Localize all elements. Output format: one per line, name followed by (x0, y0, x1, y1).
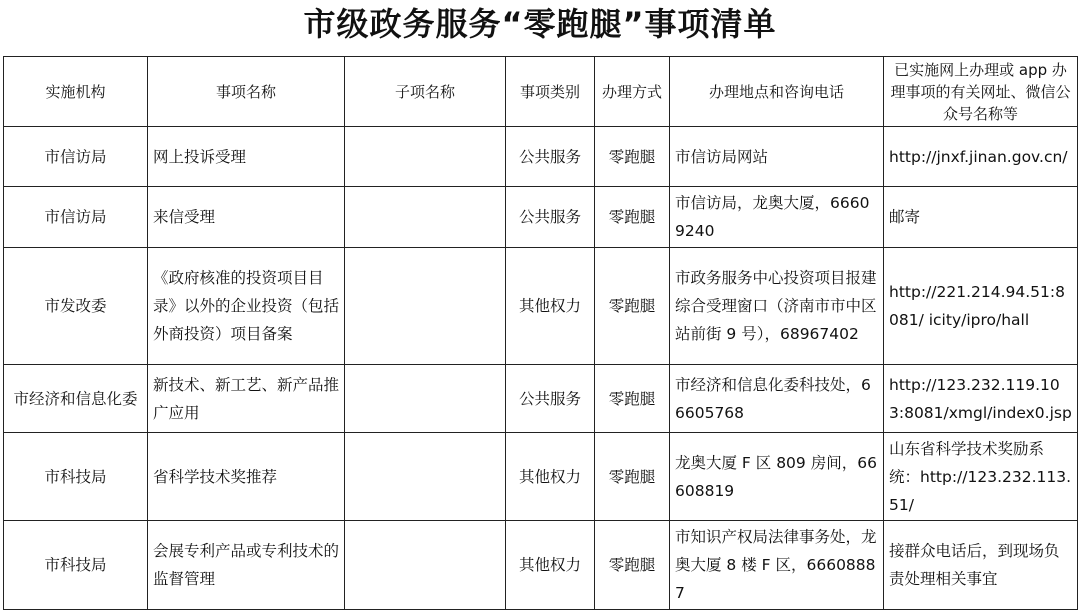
service-items-table (3, 56, 1078, 610)
table-row (4, 365, 1078, 433)
cell-agency: 市科技局 (4, 433, 148, 521)
cell-item-name: 来信受理 (148, 187, 345, 248)
header-subitem-name: 子项名称 (345, 57, 506, 127)
cell-category: 其他权力 (506, 521, 595, 610)
cell-agency: 市发改委 (4, 248, 148, 365)
cell-subitem-name (345, 187, 506, 248)
cell-location-phone: 市知识产权局法律事务处，龙奥大厦 8 楼 F 区，66608887 (670, 521, 884, 610)
cell-online-info: http://123.232.119.103:8081/xmgl/index0.jsp (884, 365, 1078, 433)
cell-location-phone: 市经济和信息化委科技处，66605768 (670, 365, 884, 433)
cell-online-info: 接群众电话后，到现场负责处理相关事宜 (884, 521, 1078, 610)
cell-agency: 市信访局 (4, 127, 148, 187)
cell-agency: 市经济和信息化委 (4, 365, 148, 433)
cell-subitem-name (345, 127, 506, 187)
cell-location-phone: 市信访局网站 (670, 127, 884, 187)
cell-item-name: 省科学技术奖推荐 (148, 433, 345, 521)
cell-subitem-name (345, 521, 506, 610)
header-method: 办理方式 (595, 57, 670, 127)
header-item-name: 事项名称 (148, 57, 345, 127)
table-header-row (4, 57, 1078, 127)
table-row (4, 433, 1078, 521)
cell-item-name: 《政府核准的投资项目目录》以外的企业投资（包括外商投资）项目备案 (148, 248, 345, 365)
table-row (4, 127, 1078, 187)
cell-online-info: 邮寄 (884, 187, 1078, 248)
cell-subitem-name (345, 365, 506, 433)
cell-category: 公共服务 (506, 365, 595, 433)
cell-method: 零跑腿 (595, 365, 670, 433)
cell-item-name: 新技术、新工艺、新产品推广应用 (148, 365, 345, 433)
cell-online-info: http://221.214.94.51:8081/ icity/ipro/hall (884, 248, 1078, 365)
cell-agency: 市科技局 (4, 521, 148, 610)
cell-location-phone: 龙奥大厦 F 区 809 房间，66608819 (670, 433, 884, 521)
cell-subitem-name (345, 248, 506, 365)
cell-category: 其他权力 (506, 248, 595, 365)
table-row (4, 187, 1078, 248)
header-agency: 实施机构 (4, 57, 148, 127)
table-row (4, 521, 1078, 610)
cell-method: 零跑腿 (595, 187, 670, 248)
header-online-info: 已实施网上办理或 app 办理事项的有关网址、微信公众号名称等 (884, 57, 1078, 127)
cell-category: 公共服务 (506, 187, 595, 248)
cell-method: 零跑腿 (595, 127, 670, 187)
cell-location-phone: 市信访局，龙奥大厦，66609240 (670, 187, 884, 248)
header-location-phone: 办理地点和咨询电话 (670, 57, 884, 127)
cell-method: 零跑腿 (595, 433, 670, 521)
cell-item-name: 网上投诉受理 (148, 127, 345, 187)
cell-agency: 市信访局 (4, 187, 148, 248)
table-row (4, 248, 1078, 365)
cell-subitem-name (345, 433, 506, 521)
cell-method: 零跑腿 (595, 248, 670, 365)
cell-online-info: http://jnxf.jinan.gov.cn/ (884, 127, 1078, 187)
document-title: 市级政务服务“零跑腿”事项清单 (303, 5, 777, 43)
cell-online-info: 山东省科学技术奖励系统：http://123.232.113.51/ (884, 433, 1078, 521)
cell-category: 其他权力 (506, 433, 595, 521)
cell-method: 零跑腿 (595, 521, 670, 610)
cell-category: 公共服务 (506, 127, 595, 187)
cell-item-name: 会展专利产品或专利技术的监督管理 (148, 521, 345, 610)
header-category: 事项类别 (506, 57, 595, 127)
cell-location-phone: 市政务服务中心投资项目报建综合受理窗口（济南市市中区站前街 9 号），68967402 (670, 248, 884, 365)
